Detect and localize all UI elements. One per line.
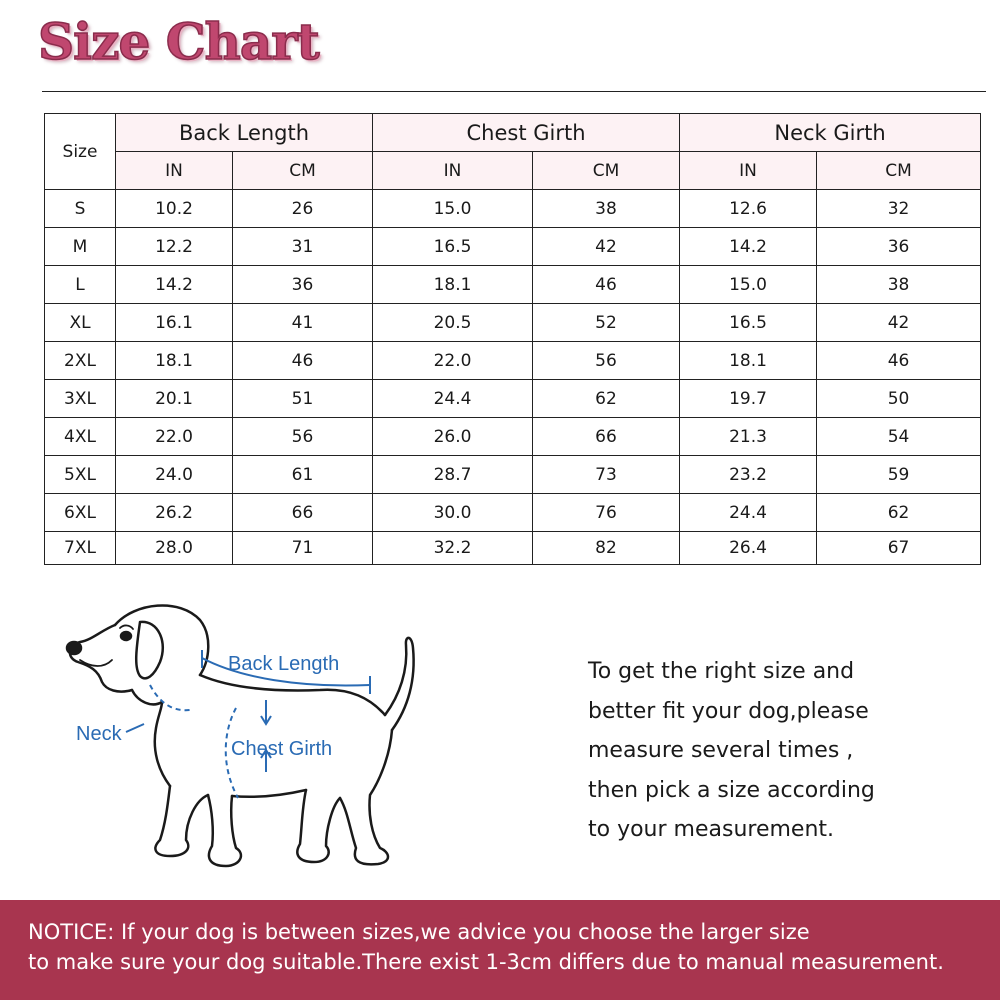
page-title: Size Chart [38, 12, 319, 71]
value-cell: 30.0 [373, 494, 533, 532]
table-row [45, 380, 981, 418]
value-cell: 50 [817, 380, 981, 418]
value-cell: 66 [533, 418, 680, 456]
value-cell: 10.2 [116, 190, 233, 228]
value-cell: 16.5 [680, 304, 817, 342]
size-cell: 3XL [45, 380, 116, 418]
size-column-header: Size [45, 114, 116, 190]
value-cell: 71 [233, 532, 373, 565]
value-cell: 54 [817, 418, 981, 456]
value-cell: 42 [533, 228, 680, 266]
value-cell: 16.5 [373, 228, 533, 266]
unit-header: IN [680, 152, 817, 190]
value-cell: 22.0 [373, 342, 533, 380]
value-cell: 23.2 [680, 456, 817, 494]
title-divider [42, 91, 986, 92]
value-cell: 46 [817, 342, 981, 380]
value-cell: 26.4 [680, 532, 817, 565]
table-row [45, 342, 981, 380]
value-cell: 36 [233, 266, 373, 304]
size-cell: 5XL [45, 456, 116, 494]
value-cell: 26 [233, 190, 373, 228]
value-cell: 61 [233, 456, 373, 494]
table-row [45, 494, 981, 532]
value-cell: 21.3 [680, 418, 817, 456]
size-cell: 2XL [45, 342, 116, 380]
value-cell: 51 [233, 380, 373, 418]
value-cell: 32.2 [373, 532, 533, 565]
advice-line: then pick a size according [588, 777, 875, 803]
advice-line: to your measurement. [588, 817, 835, 842]
unit-header: CM [533, 152, 680, 190]
value-cell: 52 [533, 304, 680, 342]
value-cell: 62 [533, 380, 680, 418]
value-cell: 36 [817, 228, 981, 266]
table-row [45, 190, 981, 228]
value-cell: 22.0 [116, 418, 233, 456]
value-cell: 12.2 [116, 228, 233, 266]
value-cell: 24.0 [116, 456, 233, 494]
size-cell: S [45, 190, 116, 228]
value-cell: 66 [233, 494, 373, 532]
value-cell: 14.2 [116, 266, 233, 304]
notice-line: NOTICE: If your dog is between sizes,we advice you choose the larger size [28, 920, 810, 944]
value-cell: 14.2 [680, 228, 817, 266]
notice-text [28, 917, 988, 977]
value-cell: 12.6 [680, 190, 817, 228]
value-cell: 16.1 [116, 304, 233, 342]
size-table [44, 113, 981, 565]
unit-header: IN [373, 152, 533, 190]
value-cell: 15.0 [680, 266, 817, 304]
value-cell: 67 [817, 532, 981, 565]
advice-line: better fit your dog,please [588, 698, 869, 724]
value-cell: 59 [817, 456, 981, 494]
value-cell: 38 [817, 266, 981, 304]
value-cell: 26.0 [373, 418, 533, 456]
size-cell: L [45, 266, 116, 304]
neck-label: Neck [76, 723, 122, 745]
unit-header: CM [233, 152, 373, 190]
value-cell: 42 [817, 304, 981, 342]
table-row [45, 266, 981, 304]
value-cell: 19.7 [680, 380, 817, 418]
notice-line: to make sure your dog suitable.There exist 1-3cm differs due to manual measurement. [28, 950, 944, 974]
value-cell: 46 [233, 342, 373, 380]
group-header-neck-girth: Neck Girth [680, 114, 981, 152]
value-cell: 73 [533, 456, 680, 494]
table-row [45, 456, 981, 494]
table-row [45, 532, 981, 565]
size-cell: 6XL [45, 494, 116, 532]
size-table-body [45, 190, 981, 565]
value-cell: 76 [533, 494, 680, 532]
group-header-back-length: Back Length [116, 114, 373, 152]
size-cell: 7XL [45, 532, 116, 565]
size-cell: M [45, 228, 116, 266]
table-row [45, 228, 981, 266]
value-cell: 26.2 [116, 494, 233, 532]
value-cell: 28.7 [373, 456, 533, 494]
unit-header: CM [817, 152, 981, 190]
value-cell: 56 [233, 418, 373, 456]
value-cell: 32 [817, 190, 981, 228]
advice-line: measure several times , [588, 738, 854, 763]
value-cell: 18.1 [680, 342, 817, 380]
value-cell: 46 [533, 266, 680, 304]
size-cell: 4XL [45, 418, 116, 456]
value-cell: 62 [817, 494, 981, 532]
value-cell: 31 [233, 228, 373, 266]
value-cell: 41 [233, 304, 373, 342]
value-cell: 18.1 [116, 342, 233, 380]
table-row [45, 304, 981, 342]
table-row [45, 418, 981, 456]
back-length-label: Back Length [228, 653, 340, 675]
unit-header: IN [116, 152, 233, 190]
value-cell: 82 [533, 532, 680, 565]
value-cell: 24.4 [373, 380, 533, 418]
dog-measurement-diagram [40, 590, 420, 890]
measurement-advice [588, 652, 988, 850]
advice-line: To get the right size and [588, 659, 855, 684]
value-cell: 56 [533, 342, 680, 380]
value-cell: 24.4 [680, 494, 817, 532]
value-cell: 15.0 [373, 190, 533, 228]
chest-girth-label: Chest Girth [231, 738, 333, 760]
value-cell: 20.5 [373, 304, 533, 342]
value-cell: 18.1 [373, 266, 533, 304]
value-cell: 28.0 [116, 532, 233, 565]
value-cell: 20.1 [116, 380, 233, 418]
size-cell: XL [45, 304, 116, 342]
value-cell: 38 [533, 190, 680, 228]
group-header-chest-girth: Chest Girth [373, 114, 680, 152]
